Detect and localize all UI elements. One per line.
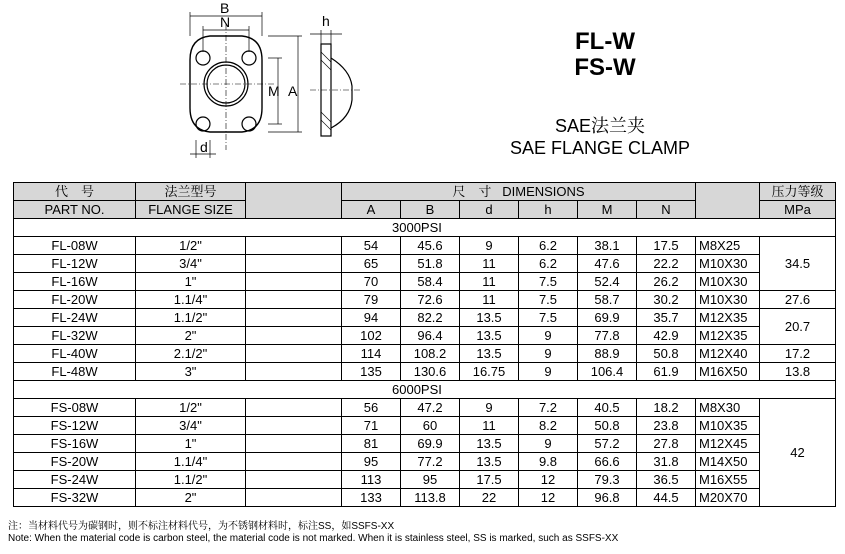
dim-d: 13.5: [460, 327, 519, 345]
dim-a: 94: [342, 309, 401, 327]
dim-h: 9.8: [519, 453, 578, 471]
dim-m: 69.9: [578, 309, 637, 327]
note-cn: 注：当材料代号为碳钢时，则不标注材料代号，为不锈钢材料时，标注SS，如SSFS-XX: [8, 521, 395, 532]
spacer: [246, 237, 342, 255]
dim-n: 27.8: [637, 435, 696, 453]
dim-d: 13.5: [460, 453, 519, 471]
bolt-size: M10X30: [696, 291, 760, 309]
dim-d: 13.5: [460, 345, 519, 363]
dim-b: 130.6: [401, 363, 460, 381]
subtitle-en: SAE FLANGE CLAMP: [509, 138, 691, 158]
bolt-size: M8X25: [696, 237, 760, 255]
flange-size: 1.1/4": [136, 291, 246, 309]
flange-size: 1/2": [136, 237, 246, 255]
dim-b: 108.2: [401, 345, 460, 363]
dim-b: 51.8: [401, 255, 460, 273]
dim-d: 11: [460, 417, 519, 435]
table-row: [14, 471, 836, 489]
part-no: FL-08W: [14, 237, 136, 255]
dim-d: 13.5: [460, 435, 519, 453]
dim-b: 72.6: [401, 291, 460, 309]
title-fl-w: FL-W: [575, 28, 635, 55]
part-no: FS-24W: [14, 471, 136, 489]
dim-b: 82.2: [401, 309, 460, 327]
dim-d: 9: [460, 399, 519, 417]
pressure-rating: 34.5: [760, 237, 836, 291]
dim-h: 7.5: [519, 273, 578, 291]
dim-b: 113.8: [401, 489, 460, 507]
section-3000psi-label: 3000PSI: [14, 219, 836, 237]
dim-d: 11: [460, 273, 519, 291]
section-6000psi: [14, 381, 836, 399]
dim-m: 66.6: [578, 453, 637, 471]
pressure-rating: 17.2: [760, 345, 836, 363]
dim-m: 40.5: [578, 399, 637, 417]
table-row: [14, 453, 836, 471]
part-no: FS-32W: [14, 489, 136, 507]
dim-n: 30.2: [637, 291, 696, 309]
label-n: N: [220, 14, 231, 30]
dim-m: 38.1: [578, 237, 637, 255]
table-row: [14, 345, 836, 363]
spacer: [246, 255, 342, 273]
header-pressure-cn: 压力等级: [760, 183, 836, 201]
table-row: [14, 309, 836, 327]
dim-n: 22.2: [637, 255, 696, 273]
bolt-size: M12X40: [696, 345, 760, 363]
spec-table: [13, 182, 836, 507]
label-m: M: [268, 83, 280, 99]
flange-size: 1.1/2": [136, 309, 246, 327]
bolt-size: M12X35: [696, 309, 760, 327]
header-size-cn: 法兰型号: [136, 183, 246, 201]
spacer: [246, 273, 342, 291]
note-en: Note: When the material code is carbon steel, the material code is not marked. When it is stainless steel, SS is marked, such as SSFS-XX: [8, 533, 619, 544]
header-col-n: N: [637, 201, 696, 219]
dim-n: 42.9: [637, 327, 696, 345]
dim-n: 36.5: [637, 471, 696, 489]
spacer: [246, 327, 342, 345]
flange-size: 1/2": [136, 399, 246, 417]
dim-h: 7.5: [519, 291, 578, 309]
table-row: [14, 255, 836, 273]
dim-d: 17.5: [460, 471, 519, 489]
dim-a: 79: [342, 291, 401, 309]
dim-n: 35.7: [637, 309, 696, 327]
label-b: B: [220, 0, 230, 16]
flange-size: 3": [136, 363, 246, 381]
dim-m: 96.8: [578, 489, 637, 507]
spacer: [246, 417, 342, 435]
header-blank: [246, 183, 342, 219]
bolt-size: M10X35: [696, 417, 760, 435]
dim-n: 26.2: [637, 273, 696, 291]
table-row: [14, 417, 836, 435]
part-no: FL-40W: [14, 345, 136, 363]
table-row: [14, 237, 836, 255]
table-row: [14, 291, 836, 309]
dim-a: 95: [342, 453, 401, 471]
dim-m: 47.6: [578, 255, 637, 273]
table-row: [14, 435, 836, 453]
table-row: [14, 273, 836, 291]
part-no: FL-32W: [14, 327, 136, 345]
dim-h: 12: [519, 471, 578, 489]
dim-m: 50.8: [578, 417, 637, 435]
dim-a: 135: [342, 363, 401, 381]
dim-d: 13.5: [460, 309, 519, 327]
bolt-size: M12X45: [696, 435, 760, 453]
dim-a: 133: [342, 489, 401, 507]
spacer: [246, 363, 342, 381]
bolt-size: M10X30: [696, 273, 760, 291]
spacer: [246, 435, 342, 453]
dim-b: 96.4: [401, 327, 460, 345]
dim-h: 8.2: [519, 417, 578, 435]
header-col-a: A: [342, 201, 401, 219]
bolt-size: M16X55: [696, 471, 760, 489]
dim-n: 44.5: [637, 489, 696, 507]
table-row: [14, 489, 836, 507]
dim-h: 9: [519, 345, 578, 363]
dim-d: 9: [460, 237, 519, 255]
dim-m: 79.3: [578, 471, 637, 489]
flange-size: 2": [136, 327, 246, 345]
dim-b: 45.6: [401, 237, 460, 255]
part-no: FS-16W: [14, 435, 136, 453]
part-no: FS-20W: [14, 453, 136, 471]
header-part-en: PART NO.: [14, 201, 136, 219]
dim-b: 77.2: [401, 453, 460, 471]
dim-a: 114: [342, 345, 401, 363]
dim-a: 65: [342, 255, 401, 273]
dim-h: 6.2: [519, 255, 578, 273]
dim-n: 23.8: [637, 417, 696, 435]
part-no: FS-12W: [14, 417, 136, 435]
flange-drawing: [170, 0, 370, 165]
header-col-d: d: [460, 201, 519, 219]
section-6000psi-label: 6000PSI: [14, 381, 836, 399]
dim-d: 11: [460, 255, 519, 273]
bolt-size: M20X70: [696, 489, 760, 507]
dim-m: 106.4: [578, 363, 637, 381]
dim-n: 17.5: [637, 237, 696, 255]
dim-h: 9: [519, 363, 578, 381]
section-3000psi: [14, 219, 836, 237]
header-bolt-blank: [696, 183, 760, 219]
table-row: [14, 327, 836, 345]
header-pressure-en: MPa: [760, 201, 836, 219]
pressure-rating: 20.7: [760, 309, 836, 345]
header-col-h: h: [519, 201, 578, 219]
label-d: d: [200, 139, 208, 155]
spacer: [246, 453, 342, 471]
dim-a: 81: [342, 435, 401, 453]
dim-b: 47.2: [401, 399, 460, 417]
header-row-1: [14, 183, 836, 201]
dim-d: 11: [460, 291, 519, 309]
part-no: FS-08W: [14, 399, 136, 417]
spacer: [246, 399, 342, 417]
dim-a: 54: [342, 237, 401, 255]
dim-m: 57.2: [578, 435, 637, 453]
table-row: [14, 363, 836, 381]
pressure-rating: 27.6: [760, 291, 836, 309]
dim-h: 9: [519, 435, 578, 453]
part-no: FL-48W: [14, 363, 136, 381]
dim-m: 58.7: [578, 291, 637, 309]
flange-size: 1.1/4": [136, 453, 246, 471]
bolt-size: M8X30: [696, 399, 760, 417]
dim-h: 6.2: [519, 237, 578, 255]
spacer: [246, 291, 342, 309]
header-part-cn: 代 号: [14, 183, 136, 201]
pressure-rating: 13.8: [760, 363, 836, 381]
spacer: [246, 471, 342, 489]
bolt-size: M16X50: [696, 363, 760, 381]
flange-size: 2.1/2": [136, 345, 246, 363]
dim-b: 58.4: [401, 273, 460, 291]
dim-b: 60: [401, 417, 460, 435]
dim-d: 22: [460, 489, 519, 507]
part-no: FL-16W: [14, 273, 136, 291]
label-h: h: [322, 13, 330, 29]
dim-a: 56: [342, 399, 401, 417]
label-a: A: [288, 83, 298, 99]
flange-size: 3/4": [136, 417, 246, 435]
spacer: [246, 309, 342, 327]
dim-m: 52.4: [578, 273, 637, 291]
dim-d: 16.75: [460, 363, 519, 381]
dim-a: 71: [342, 417, 401, 435]
pressure-rating: 42: [760, 399, 836, 507]
dim-h: 12: [519, 489, 578, 507]
flange-size: 1": [136, 435, 246, 453]
flange-size: 1": [136, 273, 246, 291]
dim-b: 69.9: [401, 435, 460, 453]
title-fs-w: FS-W: [574, 54, 636, 81]
dim-h: 7.5: [519, 309, 578, 327]
spacer: [246, 489, 342, 507]
flange-size: 1.1/2": [136, 471, 246, 489]
dim-n: 50.8: [637, 345, 696, 363]
header-size-en: FLANGE SIZE: [136, 201, 246, 219]
part-no: FL-20W: [14, 291, 136, 309]
dim-n: 61.9: [637, 363, 696, 381]
table-row: [14, 399, 836, 417]
flange-size: 2": [136, 489, 246, 507]
dim-n: 18.2: [637, 399, 696, 417]
dim-h: 9: [519, 327, 578, 345]
header-col-b: B: [401, 201, 460, 219]
dim-h: 7.2: [519, 399, 578, 417]
header-dimensions: 尺 寸 DIMENSIONS: [342, 183, 696, 201]
dim-a: 70: [342, 273, 401, 291]
bolt-size: M14X50: [696, 453, 760, 471]
part-no: FL-24W: [14, 309, 136, 327]
dim-n: 31.8: [637, 453, 696, 471]
bolt-size: M10X30: [696, 255, 760, 273]
header-col-m: M: [578, 201, 637, 219]
part-no: FL-12W: [14, 255, 136, 273]
bolt-size: M12X35: [696, 327, 760, 345]
dim-a: 102: [342, 327, 401, 345]
flange-size: 3/4": [136, 255, 246, 273]
dim-m: 88.9: [578, 345, 637, 363]
dim-a: 113: [342, 471, 401, 489]
spacer: [246, 345, 342, 363]
dim-b: 95: [401, 471, 460, 489]
subtitle-cn: SAE法兰夹: [554, 116, 646, 136]
dim-m: 77.8: [578, 327, 637, 345]
